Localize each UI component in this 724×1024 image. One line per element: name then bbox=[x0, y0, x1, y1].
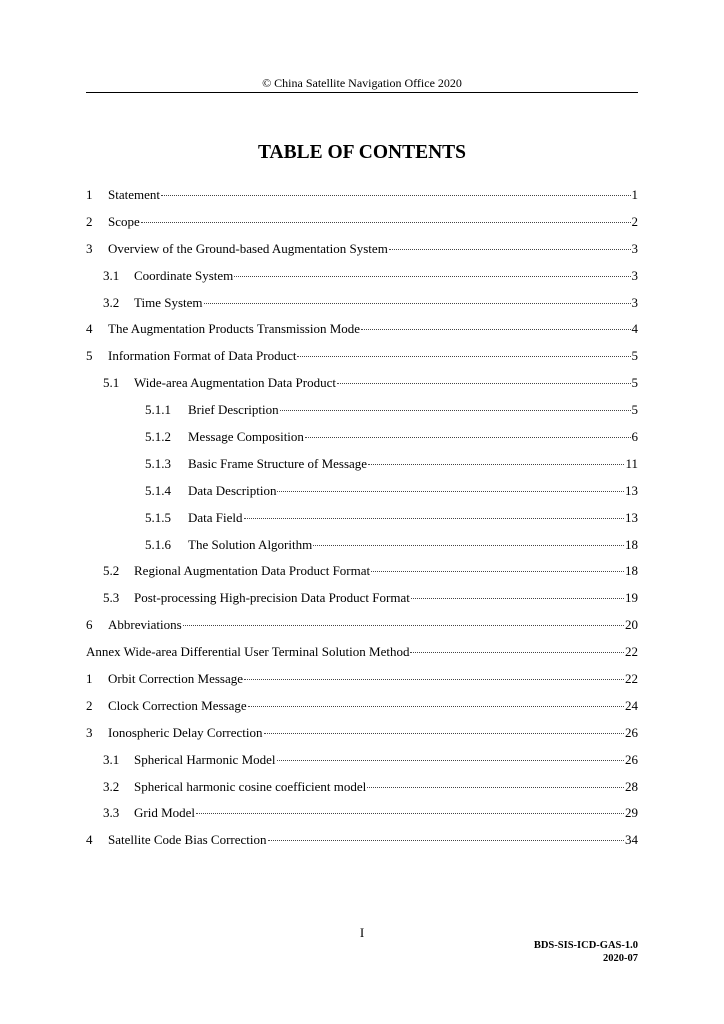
toc-entry-number: 5.1.3 bbox=[145, 455, 171, 471]
toc-entry-label: Wide-area Augmentation Data Product bbox=[134, 375, 336, 391]
header-copyright: © China Satellite Navigation Office 2020 bbox=[262, 76, 462, 90]
toc-entry-label: Data Description bbox=[188, 482, 277, 498]
toc-entry-page: 22 bbox=[625, 644, 638, 660]
toc-entry[interactable] bbox=[86, 617, 638, 644]
toc-entry-number: 5.3 bbox=[103, 590, 120, 606]
toc-entry-page: 29 bbox=[625, 805, 638, 821]
toc-entry-page: 5 bbox=[631, 375, 638, 391]
toc-entry-page: 11 bbox=[625, 455, 638, 471]
toc-entry-number: 3.1 bbox=[103, 267, 120, 283]
toc-entry-number: 5 bbox=[86, 348, 93, 364]
toc-entry-label: Coordinate System bbox=[134, 267, 234, 283]
toc-entry-page: 13 bbox=[625, 482, 638, 498]
toc-entry-page: 6 bbox=[631, 429, 638, 445]
toc-entry-label: Scope bbox=[108, 213, 140, 229]
toc-entry-label: Grid Model bbox=[134, 805, 196, 821]
toc-entry-page: 19 bbox=[625, 590, 638, 606]
toc-entry[interactable] bbox=[86, 241, 638, 268]
toc-entry-number: 5.1.1 bbox=[145, 402, 171, 418]
toc-dot-leader bbox=[371, 571, 624, 572]
toc-entry[interactable] bbox=[86, 483, 638, 510]
toc-entry-label: The Solution Algorithm bbox=[188, 536, 313, 552]
toc-entry-page: 18 bbox=[625, 536, 638, 552]
toc-dot-leader bbox=[196, 813, 624, 814]
toc-dot-leader bbox=[264, 733, 624, 734]
toc-entry[interactable] bbox=[86, 429, 638, 456]
toc-entry[interactable] bbox=[86, 832, 638, 859]
page-title: TABLE OF CONTENTS bbox=[257, 142, 467, 163]
toc-entry-label: Overview of the Ground-based Augmentation System bbox=[108, 240, 388, 256]
toc-entry-label: Clock Correction Message bbox=[108, 697, 247, 713]
toc-entry-label: Annex Wide-area Differential User Terminal Solution Method bbox=[86, 644, 410, 660]
toc-entry-number: 6 bbox=[86, 617, 93, 633]
toc-dot-leader bbox=[389, 249, 631, 250]
toc-entry-label: Spherical harmonic cosine coefficient model bbox=[134, 778, 367, 794]
toc-entry-label: Satellite Code Bias Correction bbox=[108, 832, 267, 848]
toc-entry-number: 3.2 bbox=[103, 294, 120, 310]
toc-dot-leader bbox=[277, 491, 624, 492]
toc-entry[interactable] bbox=[86, 725, 638, 752]
toc-entry-number: 4 bbox=[86, 832, 93, 848]
toc-entry-number: 3.1 bbox=[103, 751, 120, 767]
toc-entry-page: 20 bbox=[625, 617, 638, 633]
toc-entry[interactable] bbox=[86, 375, 638, 402]
toc-entry-page: 3 bbox=[631, 267, 638, 283]
toc-entry-number: 2 bbox=[86, 697, 93, 713]
table-of-contents bbox=[86, 187, 638, 859]
toc-entry[interactable] bbox=[86, 268, 638, 295]
toc-dot-leader bbox=[368, 464, 624, 465]
toc-entry-label: Information Format of Data Product bbox=[108, 348, 297, 364]
toc-dot-leader bbox=[204, 303, 631, 304]
toc-dot-leader bbox=[183, 625, 624, 626]
toc-entry[interactable] bbox=[86, 456, 638, 483]
toc-dot-leader bbox=[305, 437, 631, 438]
footer-document-code bbox=[534, 939, 638, 965]
toc-entry-label: Time System bbox=[134, 294, 203, 310]
toc-entry[interactable] bbox=[86, 402, 638, 429]
toc-entry-page: 24 bbox=[625, 697, 638, 713]
toc-entry-number: 5.1 bbox=[103, 375, 120, 391]
toc-dot-leader bbox=[268, 840, 625, 841]
toc-entry-page: 28 bbox=[625, 778, 638, 794]
document-code: BDS-SIS-ICD-GAS-1.0 bbox=[533, 940, 638, 951]
toc-entry-number: 5.1.2 bbox=[145, 429, 171, 445]
toc-dot-leader bbox=[248, 706, 624, 707]
toc-entry-label: Abbreviations bbox=[108, 617, 182, 633]
header-divider bbox=[86, 92, 638, 93]
toc-entry[interactable] bbox=[86, 295, 638, 322]
toc-entry-page: 18 bbox=[625, 563, 638, 579]
toc-entry-label: Regional Augmentation Data Product Format bbox=[134, 563, 371, 579]
toc-entry-page: 22 bbox=[625, 671, 638, 687]
toc-dot-leader bbox=[161, 195, 631, 196]
toc-entry-number: 3.3 bbox=[103, 805, 120, 821]
toc-entry-number: 3.2 bbox=[103, 778, 120, 794]
toc-dot-leader bbox=[244, 679, 624, 680]
toc-entry-number: 1 bbox=[86, 671, 93, 687]
toc-entry[interactable] bbox=[86, 698, 638, 725]
toc-entry-number: 4 bbox=[86, 321, 93, 337]
toc-dot-leader bbox=[410, 652, 624, 653]
toc-entry[interactable] bbox=[86, 779, 638, 806]
toc-entry-label: Data Field bbox=[188, 509, 243, 525]
toc-entry-number: 3 bbox=[86, 724, 93, 740]
toc-entry-page: 3 bbox=[631, 240, 638, 256]
toc-entry-number: 1 bbox=[86, 187, 93, 202]
toc-entry-page: 1 bbox=[631, 187, 638, 202]
toc-entry[interactable] bbox=[86, 214, 638, 241]
toc-entry[interactable] bbox=[86, 510, 638, 537]
toc-dot-leader bbox=[277, 760, 624, 761]
toc-entry-label: The Augmentation Products Transmission Mode bbox=[108, 321, 361, 337]
toc-entry-label: Message Composition bbox=[188, 429, 304, 445]
toc-entry-page: 5 bbox=[631, 348, 638, 364]
toc-entry-number: 3 bbox=[86, 240, 93, 256]
toc-entry-number: 2 bbox=[86, 213, 93, 229]
toc-entry-number: 5.1.6 bbox=[145, 536, 171, 552]
toc-entry[interactable] bbox=[86, 563, 638, 590]
toc-entry-label: Orbit Correction Message bbox=[108, 671, 244, 687]
toc-dot-leader bbox=[367, 787, 624, 788]
toc-entry-page: 13 bbox=[625, 509, 638, 525]
toc-entry-page: 5 bbox=[631, 402, 638, 418]
document-date: 2020-07 bbox=[603, 953, 638, 964]
toc-entry[interactable] bbox=[86, 752, 638, 779]
toc-entry-page: 3 bbox=[631, 294, 638, 310]
toc-dot-leader bbox=[141, 222, 631, 223]
toc-entry-page: 4 bbox=[631, 321, 638, 337]
toc-entry[interactable] bbox=[86, 348, 638, 375]
toc-entry[interactable] bbox=[86, 644, 638, 671]
toc-entry-number: 5.1.4 bbox=[145, 482, 171, 498]
toc-dot-leader bbox=[361, 329, 630, 330]
footer-page-number: I bbox=[359, 925, 365, 940]
toc-entry-page: 26 bbox=[625, 751, 638, 767]
toc-dot-leader bbox=[337, 383, 631, 384]
toc-entry-label: Statement bbox=[108, 187, 160, 202]
toc-dot-leader bbox=[313, 545, 624, 546]
toc-dot-leader bbox=[297, 356, 630, 357]
toc-dot-leader bbox=[234, 276, 630, 277]
toc-entry[interactable] bbox=[86, 805, 638, 832]
toc-entry-label: Brief Description bbox=[188, 402, 279, 418]
toc-entry-number: 5.1.5 bbox=[145, 509, 171, 525]
toc-dot-leader bbox=[280, 410, 631, 411]
toc-entry-label: Post-processing High-precision Data Product Format bbox=[134, 590, 410, 606]
toc-entry-label: Ionospheric Delay Correction bbox=[108, 724, 263, 740]
toc-entry[interactable] bbox=[86, 321, 638, 348]
toc-entry-label: Spherical Harmonic Model bbox=[134, 751, 276, 767]
toc-dot-leader bbox=[411, 598, 624, 599]
toc-entry-label: Basic Frame Structure of Message bbox=[188, 455, 368, 471]
toc-entry[interactable] bbox=[86, 187, 638, 214]
toc-entry-page: 2 bbox=[631, 213, 638, 229]
toc-entry-page: 26 bbox=[625, 724, 638, 740]
toc-entry-number: 5.2 bbox=[103, 563, 120, 579]
toc-entry-page: 34 bbox=[625, 832, 638, 848]
toc-dot-leader bbox=[244, 518, 624, 519]
toc-entry[interactable] bbox=[86, 671, 638, 698]
toc-entry[interactable] bbox=[86, 537, 638, 564]
toc-entry[interactable] bbox=[86, 590, 638, 617]
